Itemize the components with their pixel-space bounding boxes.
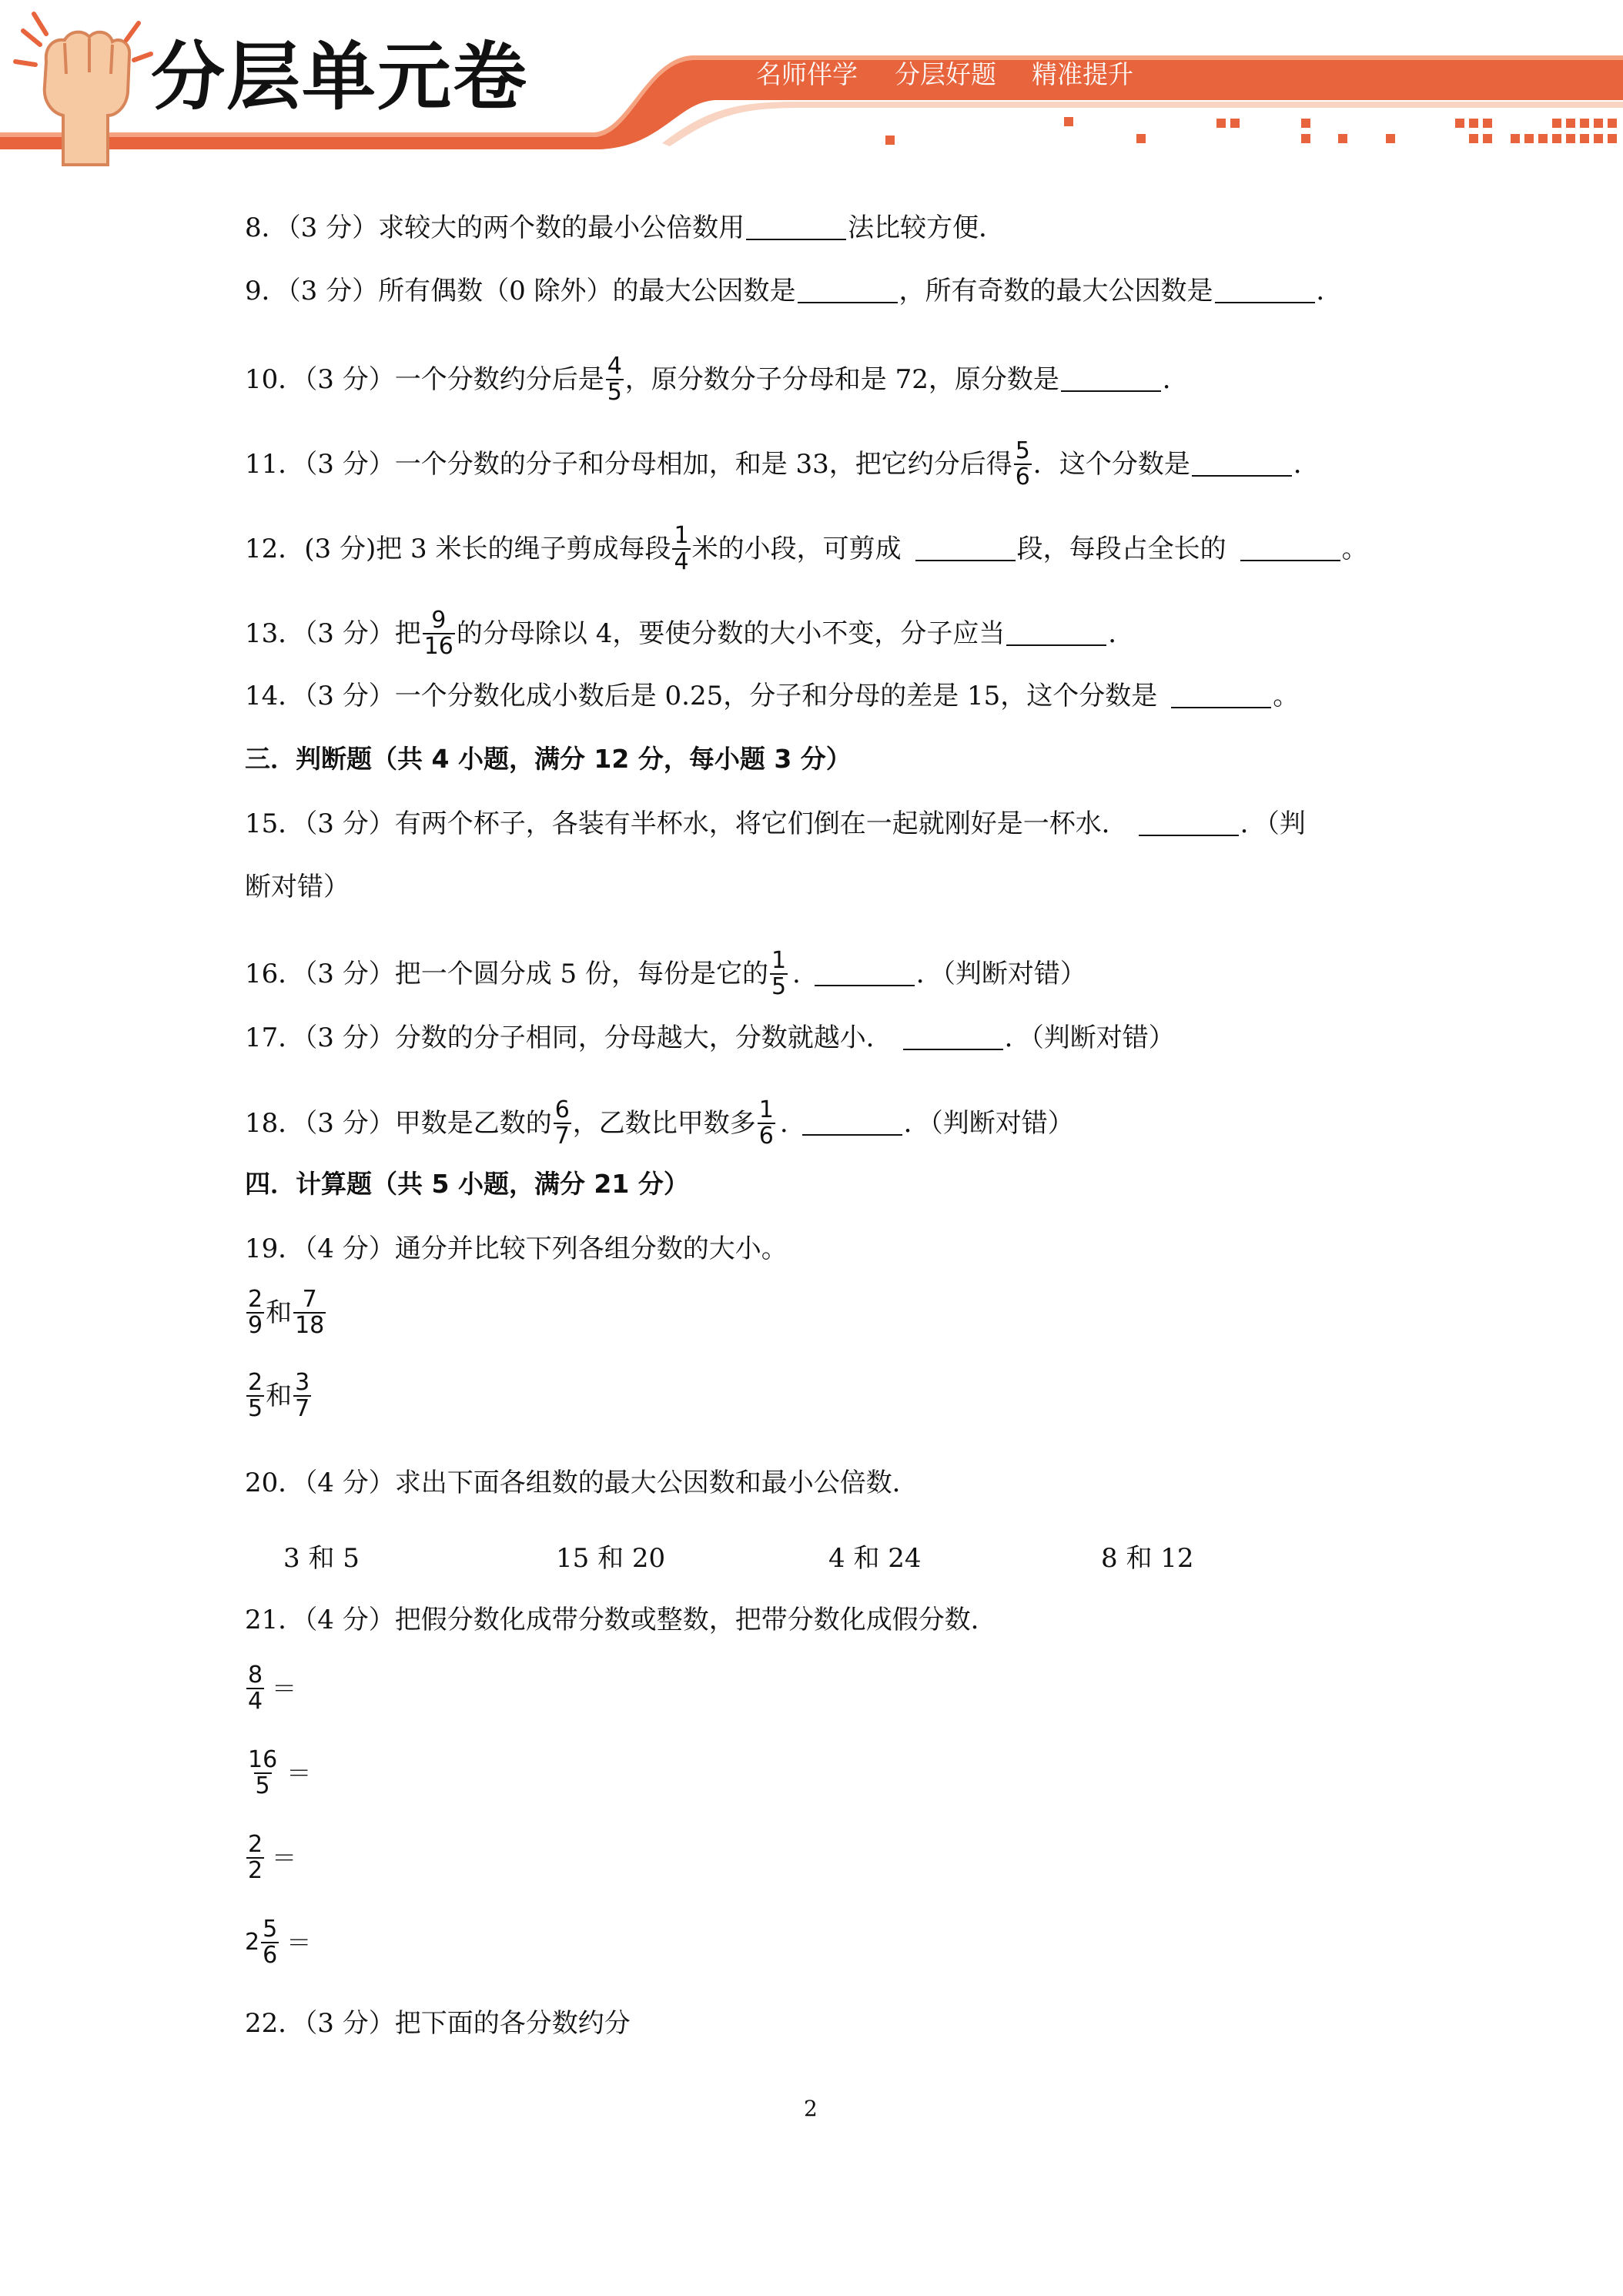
question-21: 21．（4 分）把假分数化成带分数或整数，把带分数化成假分数． — [245, 1605, 997, 1635]
equals-sign: ＝ — [286, 1759, 312, 1788]
question-15-cont: 断对错） — [245, 872, 350, 902]
and-word: 和 — [266, 1381, 293, 1411]
q8-text-end: 法比较方便． — [848, 213, 1006, 243]
q13-text: 13．（3 分）把 — [245, 618, 421, 649]
answer-blank[interactable] — [1192, 452, 1292, 477]
fraction: $\frac{1}{4}$ — [674, 522, 689, 575]
question-12 — [245, 524, 1368, 574]
question-16: 16．（3 分）把一个圆分成 5 份，每份是它的 $\frac{1}{5}$ . ．（判断对错） — [245, 947, 1086, 1000]
answer-blank[interactable] — [1061, 367, 1161, 392]
mixed-number — [245, 1917, 280, 1968]
slogan-1: 名师伴学 — [756, 59, 858, 89]
question-19: 19．（4 分）通分并比较下列各组分数的大小。 — [245, 1233, 788, 1264]
fraction: $\frac{5}{6}$ — [263, 1916, 278, 1969]
fraction: $\frac{2}{2}$ — [248, 1831, 263, 1884]
question-22: 22．（3 分）把下面的各分数约分 — [245, 2008, 631, 2039]
q21-item — [245, 1832, 296, 1883]
slogan-3: 精准提升 — [1032, 59, 1133, 89]
answer-blank[interactable] — [746, 216, 846, 240]
equals-sign: ＝ — [272, 1843, 297, 1873]
q8-text: 8．（3 分）求较大的两个数的最小公倍数用 — [245, 213, 745, 243]
q9-text-mid: ，所有奇数的最大公因数是 — [899, 276, 1213, 306]
q12-text: 12．(3 分)把 3 米长的绳子剪成每段 — [245, 534, 671, 564]
answer-blank[interactable] — [1139, 812, 1239, 836]
question-15 — [245, 808, 1306, 839]
q12-text-end: 。 — [1341, 534, 1368, 564]
answer-blank[interactable] — [903, 1026, 1003, 1050]
q14-text-end: 。 — [1273, 681, 1300, 711]
fraction: $\frac{1}{5}$ — [771, 947, 787, 1000]
q16-text: 16．（3 分）把一个圆分成 5 份，每份是它的 — [245, 959, 768, 989]
q10-text-end: ． — [1162, 364, 1189, 395]
question-8 — [245, 213, 1005, 243]
question-18: 18．（3 分）甲数是乙数的 $\frac{6}{7}$ ，乙数比甲数多 $\frac{1}{6}$ . ．（判断对错） — [245, 1096, 1074, 1150]
q14-text: 14．（3 分）一个分数化成小数后是 0.25，分子和分母的差是 15，这个分数是 — [245, 681, 1158, 711]
section-heading-judge: 三．判断题（共 4 小题，满分 12 分，每小题 3 分） — [245, 744, 852, 774]
q21-item — [245, 1748, 311, 1799]
q18-text: 18．（3 分）甲数是乙数的 — [245, 1108, 552, 1139]
answer-blank[interactable] — [802, 1111, 902, 1136]
equals-sign: ＝ — [286, 1928, 312, 1957]
q10-text: 10．（3 分）一个分数约分后是 — [245, 364, 604, 395]
fraction: $\frac{9}{16}$ — [423, 607, 453, 660]
q13-text-mid: 的分母除以 4，要使分数的大小不变，分子应当 — [456, 618, 1006, 649]
q15-text-mid: ．（判 — [1240, 808, 1306, 839]
fraction: $\frac{4}{5}$ — [607, 353, 622, 406]
slogan-2: 分层好题 — [895, 59, 996, 89]
answer-blank[interactable] — [1171, 684, 1271, 708]
q9-text: 9．（3 分）所有偶数（0 除外）的最大公因数是 — [245, 276, 796, 306]
q19-pair-1 — [245, 1287, 327, 1338]
q17-text-end: ．（判断对错） — [1004, 1022, 1175, 1053]
q21-item — [245, 1917, 311, 1968]
answer-blank[interactable] — [1240, 537, 1340, 561]
q12-text-mid: 米的小段，可剪成 — [691, 534, 902, 564]
fraction: $\frac{16}{5}$ — [248, 1746, 278, 1799]
question-13 — [245, 608, 1134, 659]
fraction: $\frac{2}{9}$ — [248, 1286, 263, 1339]
q12-text-mid2: 段，每段占全长的 — [1016, 534, 1226, 564]
q11-text: 11．（3 分）一个分数的分子和分母相加，和是 33，把它约分后得 — [245, 449, 1012, 480]
page-number: 2 — [804, 2096, 818, 2121]
q10-text-mid: ，原分数分子分母和是 72，原分数是 — [624, 364, 1059, 395]
q11-text-mid: ．这个分数是 — [1032, 449, 1190, 480]
whole-part: 2 — [245, 1929, 260, 1956]
fraction: $\frac{3}{7}$ — [295, 1369, 310, 1422]
question-11 — [245, 439, 1320, 490]
decorative-squares — [885, 117, 1617, 145]
answer-blank[interactable] — [1215, 279, 1315, 303]
question-17 — [245, 1022, 1175, 1053]
fraction: $\frac{8}{4}$ — [248, 1662, 263, 1715]
fraction: $\frac{7}{18}$ — [295, 1286, 325, 1339]
fraction: $\frac{1}{6}$ — [758, 1096, 774, 1150]
q20-item: 15 和 20 — [556, 1543, 666, 1574]
q15-text: 15．（3 分）有两个杯子，各装有半杯水，将它们倒在一起就刚好是一杯水． — [245, 808, 1128, 839]
q20-item: 8 和 12 — [1101, 1543, 1194, 1574]
question-9 — [245, 276, 1343, 306]
brand-title: 分层单元卷 — [151, 34, 528, 120]
q21-item — [245, 1663, 296, 1714]
and-word: 和 — [266, 1297, 293, 1328]
question-20: 20．（4 分）求出下面各组数的最大公因数和最小公倍数． — [245, 1468, 919, 1498]
answer-blank[interactable] — [815, 962, 915, 986]
answer-blank[interactable] — [915, 537, 1016, 561]
q11-text-end: ． — [1293, 449, 1320, 480]
q19-pair-2 — [245, 1371, 313, 1421]
fraction: $\frac{5}{6}$ — [1015, 437, 1030, 490]
q17-text: 17．（3 分）分数的分子相同，分母越大，分数就越小． — [245, 1022, 892, 1053]
section-heading-calc: 四．计算题（共 5 小题，满分 21 分） — [245, 1169, 689, 1199]
answer-blank[interactable] — [798, 279, 898, 303]
equals-sign: ＝ — [272, 1674, 297, 1703]
q9-text-end: ． — [1316, 276, 1343, 306]
page-header — [0, 0, 1623, 177]
question-10 — [245, 354, 1189, 405]
answer-blank[interactable] — [1006, 621, 1106, 646]
fraction: $\frac{2}{5}$ — [248, 1369, 263, 1422]
fraction: $\frac{6}{7}$ — [554, 1096, 570, 1150]
question-14 — [245, 681, 1299, 711]
q18-text-mid: ，乙数比甲数多 — [572, 1108, 756, 1139]
q20-item: 4 和 24 — [828, 1543, 922, 1574]
q18-text-end: ．（判断对错） — [903, 1108, 1074, 1139]
q16-text-end: ．（判断对错） — [915, 959, 1086, 989]
q13-text-end: ． — [1108, 618, 1135, 649]
q20-item: 3 和 5 — [283, 1543, 360, 1574]
